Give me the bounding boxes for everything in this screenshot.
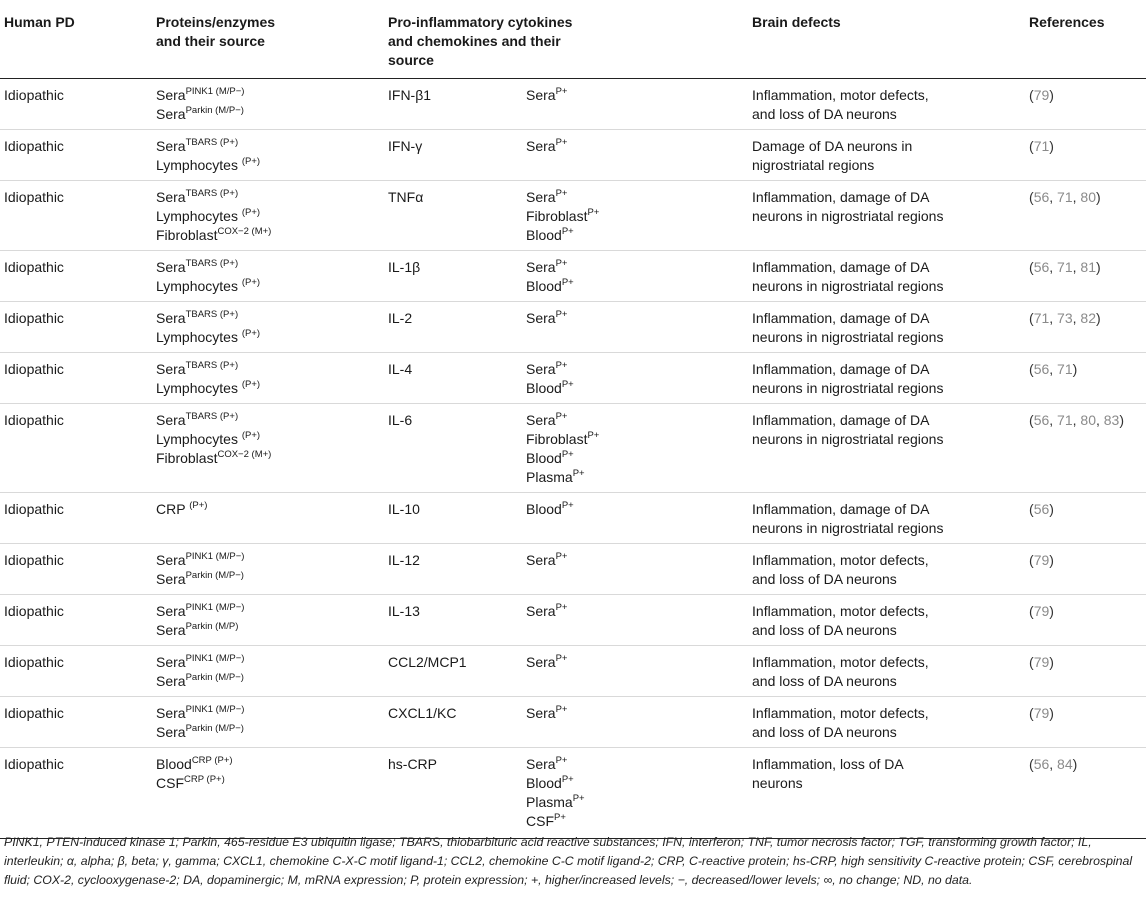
header-brain-defects: Brain defects: [748, 6, 1025, 79]
source-entry: Sera$^{P+}$: [526, 653, 568, 670]
source-entry: Blood$^{P+}$: [526, 449, 574, 466]
protein-entry: Sera$^{PINK1 (M/P-)}$: [156, 551, 245, 568]
table-row: [0, 404, 1146, 493]
reference-link[interactable]: 71: [1057, 412, 1073, 428]
cytokine-source-cell: [522, 646, 748, 697]
brain-defects-cell: Inflammation, motor defects, and loss of DA neurons: [748, 544, 1025, 595]
proteins-cell: [152, 79, 384, 130]
protein-entry: Fibroblast$^{COX-2 (M+)}$: [156, 449, 272, 466]
protein-entry: Sera$^{PINK1 (M/P-)}$: [156, 653, 245, 670]
cytokine-source-cell: [522, 404, 748, 493]
cytokine-source-cell: [522, 493, 748, 544]
table-footnote: PINK1, PTEN-induced kinase 1; Parkin, 465-residue E3 ubiquitin ligase; TBARS, thiobarbituric acid reactive substances; IFN, interferon; TNF, tumor necrosis factor; TGF, transforming growth factor; IL, interleukin; α, alpha; β, beta; γ, gamma; CXCL1, chemokine C-X-C motif ligand-1; CCL2, chemokine C-C motif ligand-2; CRP, C-reactive protein; hs-CRP, high sensitivity C-reactive protein; CSF, cerebrospinal fluid; COX-2, cyclooxygenase-2; DA, dopaminergic; M, mRNA expression; P, protein expression; +, higher/increased levels; −, decreased/lower levels; ∞, no change; ND, no data.: [4, 835, 1133, 887]
human-pd-cell: Idiopathic: [0, 404, 152, 493]
proteins-cell: [152, 595, 384, 646]
cytokine-source-cell: [522, 697, 748, 748]
brain-defects-cell: Inflammation, motor defects, and loss of DA neurons: [748, 697, 1025, 748]
references-cell: (79): [1025, 646, 1146, 697]
source-entry: Blood$^{P+}$: [526, 774, 574, 791]
brain-defects-cell: Inflammation, motor defects, and loss of DA neurons: [752, 87, 929, 122]
cytokine-cell: IL-10: [384, 493, 522, 544]
proteins-cell: [152, 302, 384, 353]
cytokine-cell: IL-4: [384, 353, 522, 404]
references-cell: (71, 73, 82): [1025, 302, 1146, 353]
protein-entry: Lymphocytes $^{(P+)}$: [156, 328, 261, 345]
table-row: [0, 544, 1146, 595]
reference-link[interactable]: 71: [1033, 138, 1050, 154]
source-entry: Blood$^{P+}$: [526, 500, 574, 517]
table-row: [0, 353, 1146, 404]
header-cytokines: Pro-inflammatory cytokines and chemokines and their source: [384, 6, 748, 79]
reference-link[interactable]: 80: [1080, 189, 1096, 205]
table-row: [0, 79, 1146, 130]
source-entry: Sera$^{P+}$: [526, 602, 568, 619]
human-pd-cell: Idiopathic: [0, 646, 152, 697]
table-row: [0, 697, 1146, 748]
reference-link[interactable]: 56: [1033, 259, 1050, 275]
reference-link[interactable]: 79: [1033, 603, 1050, 619]
table-row: [0, 748, 1146, 839]
references-cell: (79): [1025, 544, 1146, 595]
protein-entry: Sera$^{Parkin (M/P-)}$: [156, 672, 244, 689]
references-cell: (79): [1029, 87, 1054, 103]
cytokine-cell: CXCL1/KC: [384, 697, 522, 748]
brain-defects-cell: Inflammation, damage of DA neurons in nigrostriatal regions: [748, 251, 1025, 302]
source-entry: Sera$^{P+}$: [526, 309, 568, 326]
source-entry: Sera$^{P+}$: [526, 755, 568, 772]
table-row: [0, 595, 1146, 646]
human-pd-cell: Idiopathic: [4, 87, 64, 103]
protein-entry: Lymphocytes $^{(P+)}$: [156, 430, 261, 447]
protein-entry: Sera$^{Parkin (M/P-)}$: [156, 105, 244, 122]
reference-link[interactable]: 84: [1057, 756, 1073, 772]
cytokine-source-cell: [522, 130, 748, 181]
table-body: [0, 79, 1146, 839]
human-pd-cell: Idiopathic: [0, 353, 152, 404]
protein-entry: Lymphocytes $^{(P+)}$: [156, 156, 261, 173]
source-entry: Blood$^{P+}$: [526, 226, 574, 243]
proteins-cell: [152, 181, 384, 251]
references-cell: (71): [1025, 130, 1146, 181]
protein-entry: Sera$^{TBARS (P+)}$: [156, 137, 239, 154]
brain-defects-cell: Inflammation, loss of DA neurons: [748, 748, 1025, 839]
reference-link[interactable]: 79: [1033, 87, 1050, 103]
protein-entry: Fibroblast$^{COX-2 (M+)}$: [156, 226, 272, 243]
source-entry: Fibroblast$^{P+}$: [526, 430, 600, 447]
proteins-cell: [152, 353, 384, 404]
reference-link[interactable]: 56: [1033, 189, 1050, 205]
human-pd-cell: Idiopathic: [0, 181, 152, 251]
cytokine-cell: hs-CRP: [384, 748, 522, 839]
table-row: [0, 302, 1146, 353]
protein-entry: Sera$^{TBARS (P+)}$: [156, 258, 239, 275]
protein-entry: Sera$^{TBARS (P+)}$: [156, 360, 239, 377]
reference-link[interactable]: 81: [1080, 259, 1096, 275]
brain-defects-cell: Inflammation, motor defects, and loss of DA neurons: [748, 595, 1025, 646]
cytokine-cell: IL-12: [384, 544, 522, 595]
proteins-cell: [152, 493, 384, 544]
cytokine-cell: IFN-β1: [388, 87, 432, 103]
reference-link[interactable]: 79: [1033, 552, 1050, 568]
table-header-row: [0, 6, 1146, 79]
table-row: [0, 181, 1146, 251]
protein-entry: Sera$^{TBARS (P+)}$: [156, 309, 239, 326]
source-entry: Sera$^{P+}$: [526, 188, 568, 205]
source-entry: Plasma$^{P+}$: [526, 468, 585, 485]
proteins-cell: [152, 748, 384, 839]
references-cell: (56): [1025, 493, 1146, 544]
brain-defects-cell: Inflammation, damage of DA neurons in nigrostriatal regions: [748, 493, 1025, 544]
protein-entry: Sera$^{Parkin (M/P-)}$: [156, 570, 244, 587]
references-cell: (79): [1025, 697, 1146, 748]
cytokine-source-cell: [522, 181, 748, 251]
protein-entry: CRP $^{(P+)}$: [156, 500, 208, 517]
table-row: [0, 493, 1146, 544]
source-entry: Sera$^{P+}$: [526, 137, 568, 154]
source-entry: Sera$^{P+}$: [526, 704, 568, 721]
reference-link[interactable]: 83: [1103, 412, 1120, 428]
references-cell: (56, 71, 80, 83): [1025, 404, 1146, 493]
cytokine-table: [0, 6, 1146, 839]
header-human-pd: Human PD: [0, 6, 152, 79]
cytokine-source-cell: [522, 544, 748, 595]
cytokine-source-cell: [522, 79, 748, 130]
human-pd-cell: Idiopathic: [0, 493, 152, 544]
human-pd-cell: Idiopathic: [0, 544, 152, 595]
header-proteins: Proteins/enzymes and their source: [152, 6, 384, 79]
human-pd-cell: Idiopathic: [0, 697, 152, 748]
protein-entry: Sera$^{Parkin (M/P)}$: [156, 621, 239, 638]
human-pd-cell: Idiopathic: [0, 595, 152, 646]
proteins-cell: [152, 251, 384, 302]
table-row: [0, 251, 1146, 302]
cytokine-cell: IL-13: [384, 595, 522, 646]
reference-link[interactable]: 71: [1057, 259, 1073, 275]
protein-entry: Sera$^{TBARS (P+)}$: [156, 188, 239, 205]
protein-entry: Lymphocytes $^{(P+)}$: [156, 379, 261, 396]
cytokine-cell: CCL2/MCP1: [384, 646, 522, 697]
proteins-cell: [152, 646, 384, 697]
cytokine-cell: IFN-γ: [384, 130, 522, 181]
protein-entry: Sera$^{PINK1 (M/P-)}$: [156, 86, 245, 103]
human-pd-cell: Idiopathic: [0, 748, 152, 839]
cytokine-source-cell: [522, 302, 748, 353]
reference-link[interactable]: 56: [1033, 756, 1050, 772]
references-cell: (56, 84): [1025, 748, 1146, 839]
cytokine-source-cell: [522, 353, 748, 404]
reference-link[interactable]: 79: [1033, 654, 1050, 670]
human-pd-cell: Idiopathic: [0, 302, 152, 353]
protein-entry: Sera$^{TBARS (P+)}$: [156, 411, 239, 428]
source-entry: Plasma$^{P+}$: [526, 793, 585, 810]
brain-defects-cell: Inflammation, damage of DA neurons in nigrostriatal regions: [748, 353, 1025, 404]
references-cell: (56, 71): [1025, 353, 1146, 404]
header-references: References: [1025, 6, 1146, 79]
cytokine-cell: TNFα: [384, 181, 522, 251]
reference-link[interactable]: 56: [1033, 361, 1050, 377]
brain-defects-cell: Inflammation, damage of DA neurons in nigrostriatal regions: [748, 302, 1025, 353]
protein-entry: Lymphocytes $^{(P+)}$: [156, 207, 261, 224]
protein-entry: Sera$^{PINK1 (M/P-)}$: [156, 602, 245, 619]
source-entry: Sera$^{P+}$: [526, 360, 568, 377]
reference-link[interactable]: 56: [1033, 412, 1050, 428]
cytokine-cell: IL-1β: [384, 251, 522, 302]
protein-entry: $CSF^{CRP (P+)}$: [156, 774, 225, 791]
brain-defects-cell: Damage of DA neurons in nigrostriatal regions: [748, 130, 1025, 181]
human-pd-cell: Idiopathic: [0, 130, 152, 181]
brain-defects-cell: Inflammation, damage of DA neurons in nigrostriatal regions: [748, 181, 1025, 251]
references-cell: (56, 71, 80): [1025, 181, 1146, 251]
source-entry: Fibroblast$^{P+}$: [526, 207, 600, 224]
proteins-cell: [152, 544, 384, 595]
reference-link[interactable]: 71: [1057, 189, 1073, 205]
table-row: [0, 646, 1146, 697]
reference-link[interactable]: 71: [1033, 310, 1050, 326]
protein-entry: Sera$^{Parkin (M/P-)}$: [156, 723, 244, 740]
source-entry: Blood$^{P+}$: [526, 379, 574, 396]
source-entry: $CSF^{P+}$: [526, 812, 566, 829]
table-row: [0, 130, 1146, 181]
source-entry: Sera$^{P+}$: [526, 411, 568, 428]
protein-entry: Lymphocytes $^{(P+)}$: [156, 277, 261, 294]
references-cell: (79): [1025, 595, 1146, 646]
reference-link[interactable]: 56: [1033, 501, 1050, 517]
proteins-cell: [152, 697, 384, 748]
cytokine-source-cell: [522, 595, 748, 646]
source-entry: Sera$^{P+}$: [526, 86, 568, 103]
proteins-cell: [152, 130, 384, 181]
protein-entry: Blood$^{CRP (P+)}$: [156, 755, 233, 772]
reference-link[interactable]: 73: [1057, 310, 1073, 326]
reference-link[interactable]: 71: [1057, 361, 1073, 377]
human-pd-cell: Idiopathic: [0, 251, 152, 302]
cytokine-cell: IL-6: [384, 404, 522, 493]
cytokine-source-cell: [522, 748, 748, 839]
source-entry: Sera$^{P+}$: [526, 258, 568, 275]
proteins-cell: [152, 404, 384, 493]
reference-link[interactable]: 80: [1080, 412, 1096, 428]
cytokine-cell: IL-2: [384, 302, 522, 353]
reference-link[interactable]: 79: [1033, 705, 1050, 721]
cytokine-source-cell: [522, 251, 748, 302]
brain-defects-cell: Inflammation, motor defects, and loss of DA neurons: [748, 646, 1025, 697]
reference-link[interactable]: 82: [1080, 310, 1096, 326]
brain-defects-cell: Inflammation, damage of DA neurons in nigrostriatal regions: [748, 404, 1025, 493]
source-entry: Blood$^{P+}$: [526, 277, 574, 294]
references-cell: (56, 71, 81): [1025, 251, 1146, 302]
protein-entry: Sera$^{PINK1 (M/P-)}$: [156, 704, 245, 721]
source-entry: Sera$^{P+}$: [526, 551, 568, 568]
